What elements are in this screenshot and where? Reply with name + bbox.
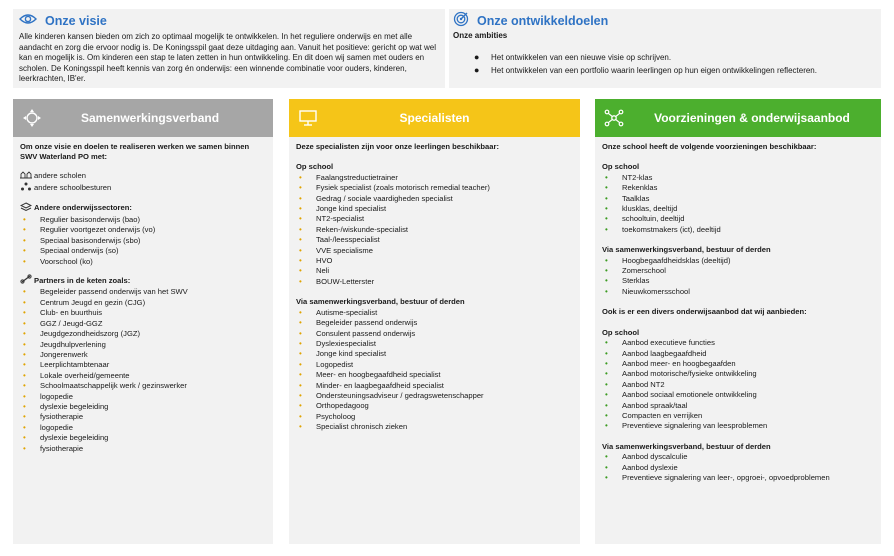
specialisten-title: Specialisten bbox=[399, 111, 470, 125]
list-item: • Lokale overheid/gemeente bbox=[20, 371, 267, 381]
list-item: • schooltuin, deeltijd bbox=[602, 214, 875, 224]
list-item: • Voorschool (ko) bbox=[20, 257, 267, 267]
list-item: • Specialist chronisch zieken bbox=[296, 422, 574, 432]
list-item: • Regulier voortgezet onderwijs (vo) bbox=[20, 225, 267, 235]
doelen-header bbox=[453, 13, 875, 29]
list-item: • Jonge kind specialist bbox=[296, 349, 574, 359]
specialisten-header bbox=[289, 99, 580, 137]
voorzieningen-derden-list bbox=[602, 256, 875, 298]
list-item: • fysiotherapie bbox=[20, 412, 267, 422]
keten-list bbox=[20, 287, 267, 454]
list-item: • Minder- en laagbegaafdheid specialist bbox=[296, 381, 574, 391]
list-item: • Jeugdhulpverlening bbox=[20, 340, 267, 350]
list-item: • Regulier basisonderwijs (bao) bbox=[20, 215, 267, 225]
list-item: • Dyslexiespecialist bbox=[296, 339, 574, 349]
network-icon bbox=[21, 108, 43, 128]
col1-intro: Om onze visie en doelen te realiseren werken we samen binnen SWV Waterland PO met: bbox=[20, 142, 250, 162]
voorzieningen-header bbox=[595, 99, 881, 137]
list-item: • Centrum Jeugd en gezin (CJG) bbox=[20, 298, 267, 308]
list-item: • Ondersteuningsadviseur / gedragswetenschapper bbox=[296, 391, 574, 401]
aanbod-derden-list bbox=[602, 452, 875, 483]
list-item: • Aanbod dyslexie bbox=[602, 463, 875, 473]
list-item: • Aanbod executieve functies bbox=[602, 338, 875, 348]
list-item: • Neli bbox=[296, 266, 574, 276]
aanbod-school-list bbox=[602, 338, 875, 432]
derden-heading: Via samenwerkingsverband, bestuur of derden bbox=[296, 297, 465, 307]
list-item: • HVO bbox=[296, 256, 574, 266]
list-item: • Taal-/leesspecialist bbox=[296, 235, 574, 245]
partner-row: andere scholen bbox=[20, 170, 267, 182]
list-item: • Hoogbegaafdheidsklas (deeltijd) bbox=[602, 256, 875, 266]
samenwerkingsverband-title: Samenwerkingsverband bbox=[80, 111, 220, 125]
list-item: • Speciaal basisonderwijs (sbo) bbox=[20, 236, 267, 246]
bullet-icon: ● bbox=[474, 65, 480, 75]
list-item: • Schoolmaatschappelijk werk / gezinswerker bbox=[20, 381, 267, 391]
presentation-icon bbox=[297, 108, 319, 128]
list-item: • Begeleider passend onderwijs bbox=[296, 318, 574, 328]
list-item: • Aanbod spraak/taal bbox=[602, 401, 875, 411]
list-item: • Jonge kind specialist bbox=[296, 204, 574, 214]
ambitie-item: ● Het ontwikkelen van een nieuwe visie op schrijven. bbox=[453, 52, 875, 63]
list-item: • toekomstmakers (ict), deeltijd bbox=[602, 225, 875, 235]
list-item: • Rekenklas bbox=[602, 183, 875, 193]
list-item: • Autisme-specialist bbox=[296, 308, 574, 318]
link-icon bbox=[20, 274, 34, 287]
list-item: • Nieuwkomersschool bbox=[602, 287, 875, 297]
opschool-heading: Op school bbox=[296, 162, 334, 172]
visie-panel bbox=[13, 9, 445, 88]
list-item: • Aanbod sociaal emotionele ontwikkeling bbox=[602, 390, 875, 400]
derden-heading: Via samenwerkingsverband, bestuur of derden bbox=[602, 245, 771, 255]
list-item: • Meer- en hoogbegaafdheid specialist bbox=[296, 370, 574, 380]
specialisten-panel bbox=[289, 99, 580, 544]
list-item: • Aanbod NT2 bbox=[602, 380, 875, 390]
list-item: • Consulent passend onderwijs bbox=[296, 329, 574, 339]
derden-list bbox=[296, 308, 574, 433]
list-item: • Zomerschool bbox=[602, 266, 875, 276]
list-item: • BOUW-Letterster bbox=[296, 277, 574, 287]
aanbod-derden-heading: Via samenwerkingsverband, bestuur of derden bbox=[602, 441, 771, 451]
target-icon bbox=[453, 11, 469, 32]
col3-intro: Onze school heeft de volgende voorzieningen beschikbaar: bbox=[602, 142, 817, 151]
list-item: • Jongerenwerk bbox=[20, 350, 267, 360]
list-item: • Preventieve signalering van leesproblemen bbox=[602, 421, 875, 431]
samenwerkingsverband-header bbox=[13, 99, 273, 137]
visie-header bbox=[19, 13, 439, 29]
list-item: • Faalangstreductietrainer bbox=[296, 173, 574, 183]
list-item: • Aanbod meer- en hoogbegaafden bbox=[602, 359, 875, 369]
layers-icon bbox=[20, 202, 34, 215]
org-icon bbox=[20, 182, 34, 194]
schools-icon bbox=[20, 170, 34, 182]
voorzieningen-school-list bbox=[602, 173, 875, 235]
list-item: • klusklas, deeltijd bbox=[602, 204, 875, 214]
keten-heading: Partners in de keten zoals: bbox=[20, 274, 267, 287]
aanbod-school-heading: Op school bbox=[602, 327, 640, 337]
aanbod-intro: Ook is er een divers onderwijsaanbod dat wij aanbieden: bbox=[602, 307, 807, 317]
list-item: • Aanbod motorische/fysieke ontwikkeling bbox=[602, 369, 875, 379]
list-item: • Reken-/wiskunde-specialist bbox=[296, 225, 574, 235]
eye-icon bbox=[19, 12, 37, 30]
list-item: • Leerplichtambtenaar bbox=[20, 360, 267, 370]
sectoren-list bbox=[20, 215, 267, 267]
list-item: • logopedie bbox=[20, 392, 267, 402]
list-item: • Aanbod laagbegaafdheid bbox=[602, 349, 875, 359]
list-item: • GGZ / Jeugd-GGZ bbox=[20, 319, 267, 329]
voorzieningen-title: Voorzieningen & onderwijsaanbod bbox=[654, 111, 850, 125]
list-item: • Begeleider passend onderwijs van het SWV bbox=[20, 287, 267, 297]
list-item: • VVE specialisme bbox=[296, 246, 574, 256]
ambitie-item: ● Het ontwikkelen van een portfolio waarin leerlingen op hun eigen ontwikkelingen reflecteren. bbox=[453, 65, 875, 76]
visie-text: Alle kinderen kansen bieden om zich zo optimaal mogelijk te ontwikkelen. In het reguliere onderwijs en met alle aandacht en zorg die ervoor nodig is. De Koningsspil gaat deze uitdaging aan. Vanuit het positieve: gericht op wat wel kan en mogelijk is. Om kinderen een stap te laten zetten in hun ontwikkeling. En dit doen wij samen met ouders en scholen. De Koningsspil heeft kennis van zorg én onderwijs: een winnende combinatie voor ouders, kinderen, leerkrachten, IB'er. bbox=[19, 32, 437, 84]
list-item: • Logopedist bbox=[296, 360, 574, 370]
list-item: • dyslexie begeleiding bbox=[20, 402, 267, 412]
list-item: • Gedrag / sociale vaardigheden specialist bbox=[296, 194, 574, 204]
list-item: • NT2-klas bbox=[602, 173, 875, 183]
sectoren-heading: Andere onderwijssectoren: bbox=[20, 202, 267, 215]
visie-title: Onze visie bbox=[45, 14, 107, 28]
samenwerkingsverband-panel bbox=[13, 99, 273, 544]
list-item: • Orthopedagoog bbox=[296, 401, 574, 411]
partner-row: andere schoolbesturen bbox=[20, 182, 267, 194]
ambities-heading: Onze ambities bbox=[453, 31, 508, 40]
hub-icon bbox=[603, 108, 625, 128]
doelen-panel bbox=[449, 9, 881, 88]
list-item: • Taalklas bbox=[602, 194, 875, 204]
list-item: • Preventieve signalering van leer-, opgroei-, opvoedproblemen bbox=[602, 473, 875, 483]
list-item: • Psycholoog bbox=[296, 412, 574, 422]
list-item: • logopedie bbox=[20, 423, 267, 433]
list-item: • Jeugdgezondheidszorg (JGZ) bbox=[20, 329, 267, 339]
list-item: • Speciaal onderwijs (so) bbox=[20, 246, 267, 256]
voorzieningen-panel bbox=[595, 99, 881, 544]
list-item: • dyslexie begeleiding bbox=[20, 433, 267, 443]
col2-intro: Deze specialisten zijn voor onze leerlingen beschikbaar: bbox=[296, 142, 499, 151]
list-item: • fysiotherapie bbox=[20, 444, 267, 454]
opschool-heading: Op school bbox=[602, 162, 640, 172]
list-item: • Fysiek specialist (zoals motorisch remedial teacher) bbox=[296, 183, 574, 193]
list-item: • Club- en buurthuis bbox=[20, 308, 267, 318]
doelen-title: Onze ontwikkeldoelen bbox=[477, 14, 609, 28]
bullet-icon: ● bbox=[474, 52, 480, 62]
list-item: • NT2-specialist bbox=[296, 214, 574, 224]
list-item: • Aanbod dyscalculie bbox=[602, 452, 875, 462]
list-item: • Sterklas bbox=[602, 276, 875, 286]
list-item: • Compacten en verrijken bbox=[602, 411, 875, 421]
opschool-list bbox=[296, 173, 574, 287]
